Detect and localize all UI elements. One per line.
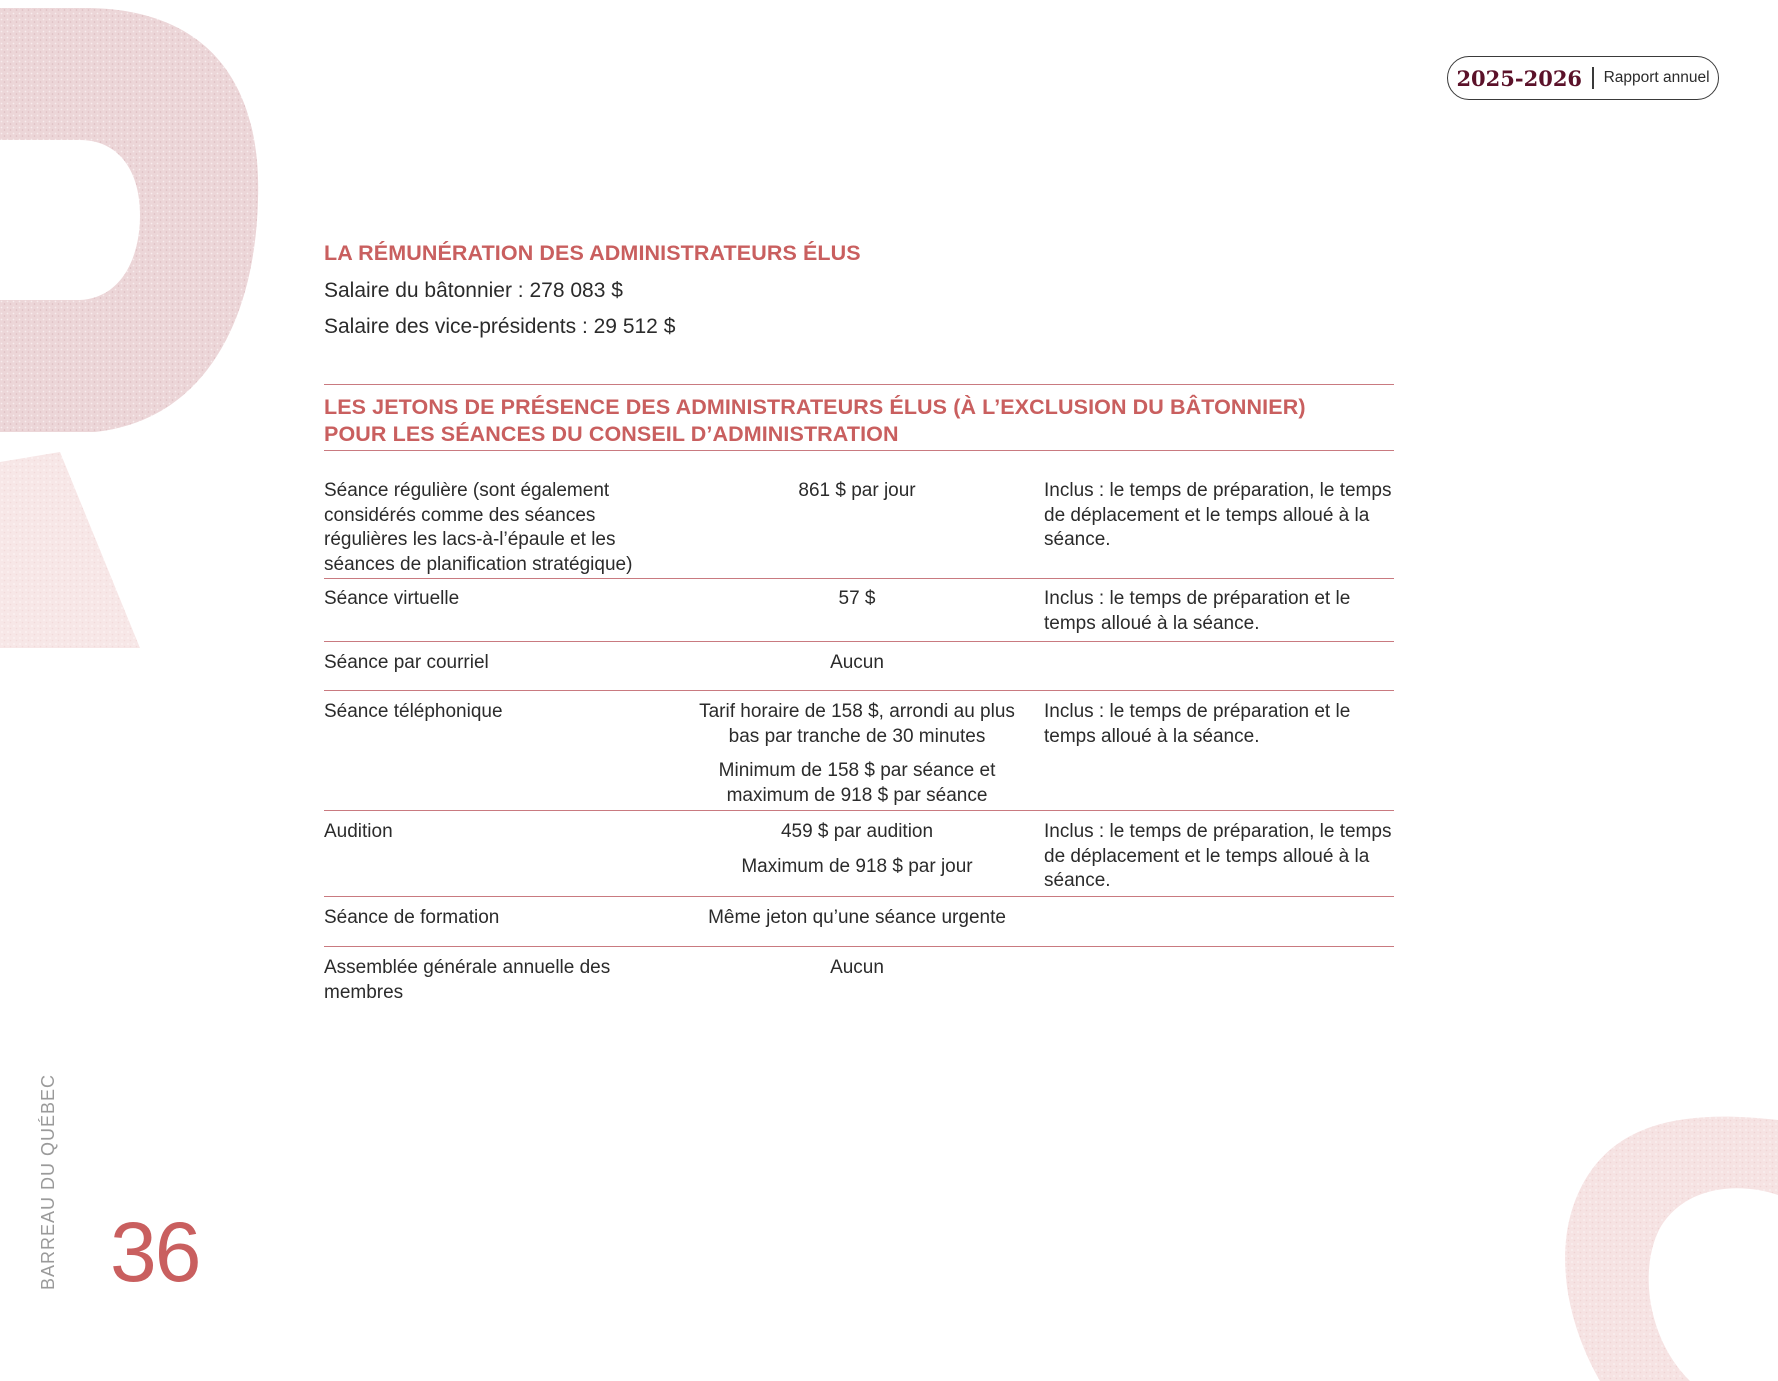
session-note bbox=[1020, 906, 1394, 946]
session-type: Séance régulière (sont également considérés comme des séances régulières les lacs-à-l’épaule et les séances de planification stratégique) bbox=[324, 480, 633, 575]
session-note: Inclus : le temps de préparation et le temps alloué à la séance. bbox=[1044, 701, 1351, 747]
decorative-letter-b bbox=[0, 0, 270, 660]
session-type: Séance virtuelle bbox=[324, 588, 460, 609]
batonnier-salary: Salaire du bâtonnier : 278 083 $ bbox=[324, 279, 623, 302]
table-row bbox=[324, 897, 1394, 947]
session-type: Séance par courriel bbox=[324, 652, 489, 673]
session-amount: 459 $ par audition Maximum de 918 $ par jour bbox=[741, 821, 973, 877]
session-type: Séance téléphonique bbox=[324, 701, 503, 722]
remuneration-title: LA RÉMUNÉRATION DES ADMINISTRATEURS ÉLUS bbox=[324, 241, 861, 265]
report-year: 2025-2026 bbox=[1456, 65, 1583, 91]
section-divider-top bbox=[324, 384, 1394, 385]
jetons-table bbox=[324, 479, 1394, 1011]
session-amount: Aucun bbox=[830, 652, 884, 673]
page-number: 36 bbox=[110, 1205, 200, 1299]
table-row bbox=[324, 811, 1394, 897]
session-amount: 57 $ bbox=[838, 588, 876, 609]
decorative-letter-o bbox=[1540, 1110, 1778, 1381]
table-row bbox=[324, 947, 1394, 1011]
vice-presidents-salary: Salaire des vice-présidents : 29 512 $ bbox=[324, 315, 676, 338]
session-note: Inclus : le temps de préparation et le temps alloué à la séance. bbox=[1044, 588, 1351, 634]
session-note: Inclus : le temps de préparation, le temps de déplacement et le temps alloué à la séance. bbox=[1044, 821, 1392, 891]
report-label: Rapport annuel bbox=[1603, 69, 1710, 86]
session-amount: Même jeton qu’une séance urgente bbox=[708, 907, 1006, 928]
jetons-title-line1: LES JETONS DE PRÉSENCE DES ADMINISTRATEURS ÉLUS (À L’EXCLUSION DU BÂTONNIER) bbox=[324, 395, 1306, 419]
session-note bbox=[1020, 956, 1394, 1011]
table-row bbox=[324, 579, 1394, 642]
table-row bbox=[324, 691, 1394, 811]
session-type: Assemblée générale annuelle des membres bbox=[324, 957, 611, 1003]
jetons-title-line2: POUR LES SÉANCES DU CONSEIL D’ADMINISTRATION bbox=[324, 422, 899, 446]
badge-divider bbox=[1592, 67, 1594, 89]
organization-label: BARREAU DU QUÉBEC bbox=[38, 1073, 58, 1290]
session-amount: 861 $ par jour bbox=[798, 480, 916, 501]
session-type: Audition bbox=[324, 821, 393, 842]
session-type: Séance de formation bbox=[324, 907, 500, 928]
table-row bbox=[324, 642, 1394, 691]
session-amount: Tarif horaire de 158 $, arrondi au plus bas par tranche de 30 minutes Minimum de 158 $ par séance et maximum de 918 $ par séance bbox=[699, 701, 1015, 806]
session-note bbox=[1020, 651, 1394, 690]
report-badge bbox=[1447, 56, 1719, 100]
table-row bbox=[324, 479, 1394, 579]
session-amount: Aucun bbox=[830, 957, 884, 978]
session-note: Inclus : le temps de préparation, le temps de déplacement et le temps alloué à la séance. bbox=[1044, 480, 1392, 550]
section-divider-bottom bbox=[324, 450, 1394, 451]
